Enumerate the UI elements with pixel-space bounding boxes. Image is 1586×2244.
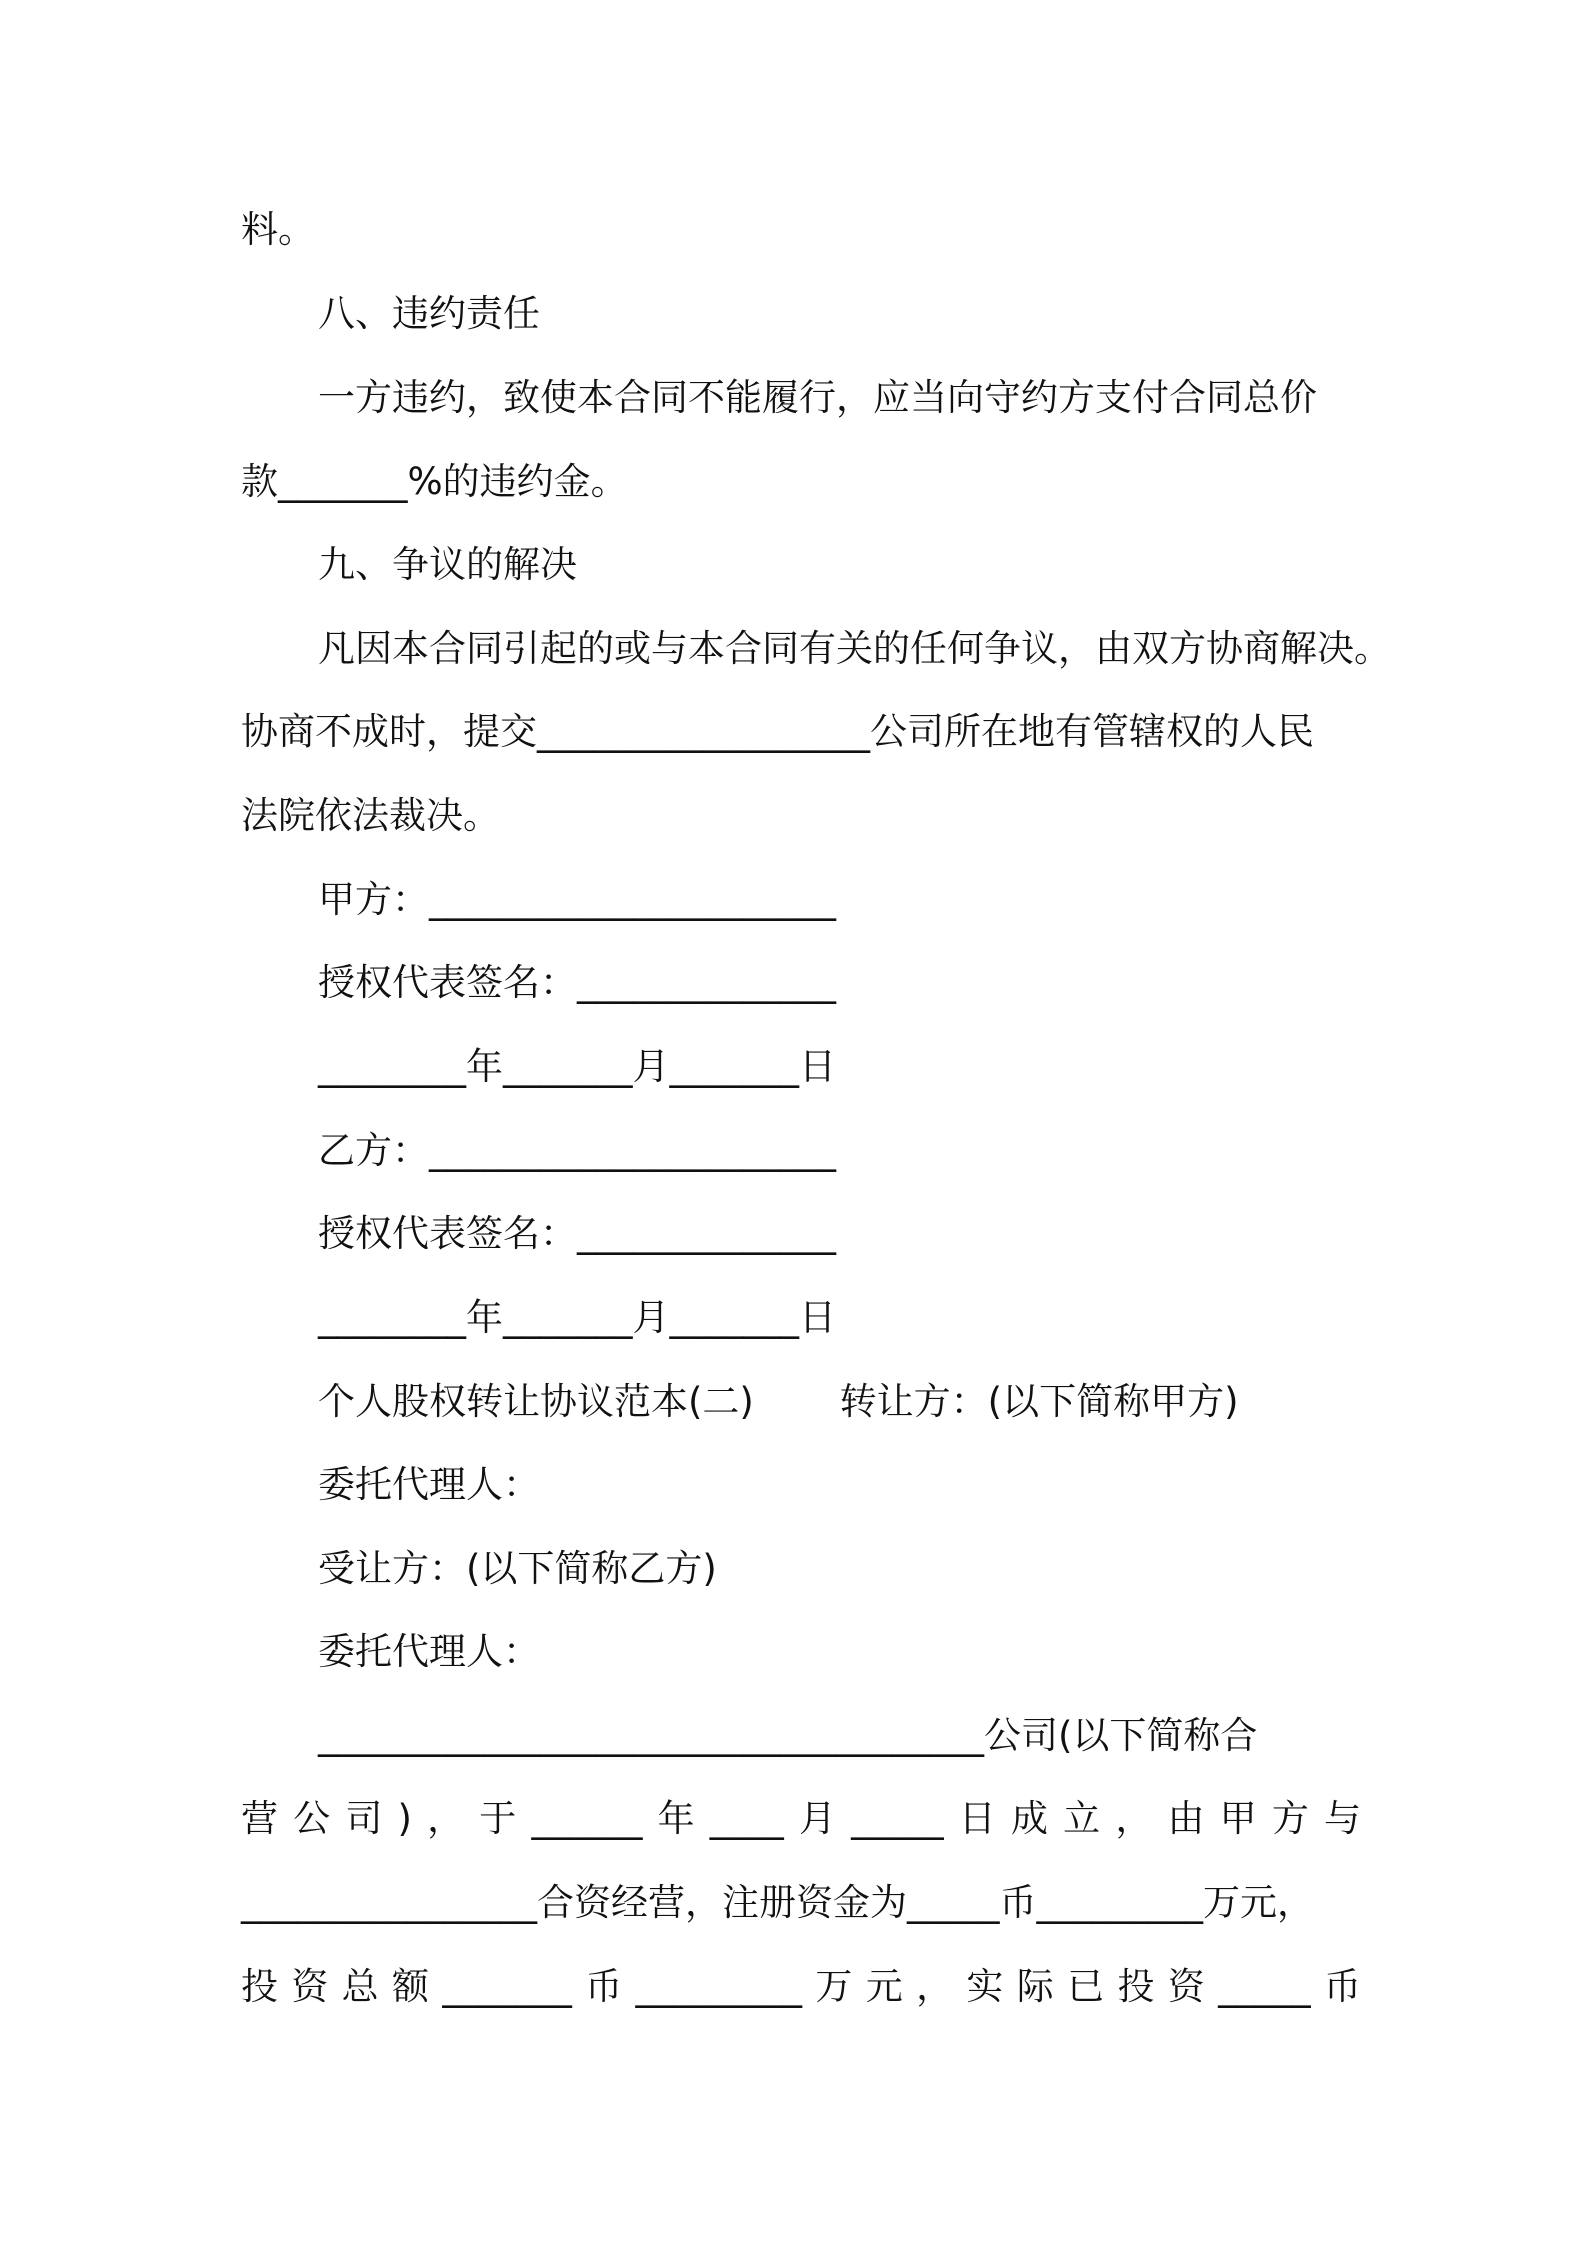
transferee-agent-line: 委托代理人：: [318, 1630, 540, 1673]
text-line-20-content: 营公司)，于______年____月_____日成立，由甲方与: [241, 1797, 1361, 1840]
agreement-title-line: 个人股权转让协议范本(二) 转让方：(以下简称甲方): [318, 1380, 1239, 1423]
party-a-date-line: ________年_______月_______日: [318, 1045, 836, 1088]
text-line-19: ____________________________________公司(以下简称合: [318, 1714, 1258, 1757]
party-a-signature-line: 授权代表签名：______________: [318, 961, 836, 1004]
text-line-7: 协商不成时，提交__________________公司所在地有管辖权的人民: [241, 710, 1314, 753]
party-a-line: 甲方：______________________: [318, 878, 836, 921]
text-line-3: 一方违约，致使本合同不能履行，应当向守约方支付合同总价: [318, 376, 1317, 419]
party-b-signature-line: 授权代表签名：______________: [318, 1212, 836, 1255]
text-line-8: 法院依法裁决。: [241, 794, 500, 837]
party-b-date-line: ________年_______月_______日: [318, 1296, 836, 1339]
text-line-6: 凡因本合同引起的或与本合同有关的任何争议，由双方协商解决。: [318, 627, 1391, 670]
party-b-line: 乙方：______________________: [318, 1129, 836, 1172]
transferor-agent-line: 委托代理人：: [318, 1463, 540, 1506]
text-line-22-content: 投资总额_______币_________万元，实际已投资_____币: [241, 1965, 1361, 2008]
text-line-20: [241, 1789, 1361, 1849]
section-heading-dispute: 九、争议的解决: [318, 543, 577, 586]
text-line-22: [241, 1957, 1361, 2017]
text-line-4: 款_______%的违约金。: [241, 460, 628, 503]
section-heading-breach: 八、违约责任: [318, 292, 540, 335]
transferee-line: 受让方：(以下简称乙方): [318, 1547, 717, 1590]
text-line-21: ________________合资经营，注册资金为_____币_________万元，: [241, 1881, 1314, 1924]
text-line-1: 料。: [241, 208, 315, 251]
